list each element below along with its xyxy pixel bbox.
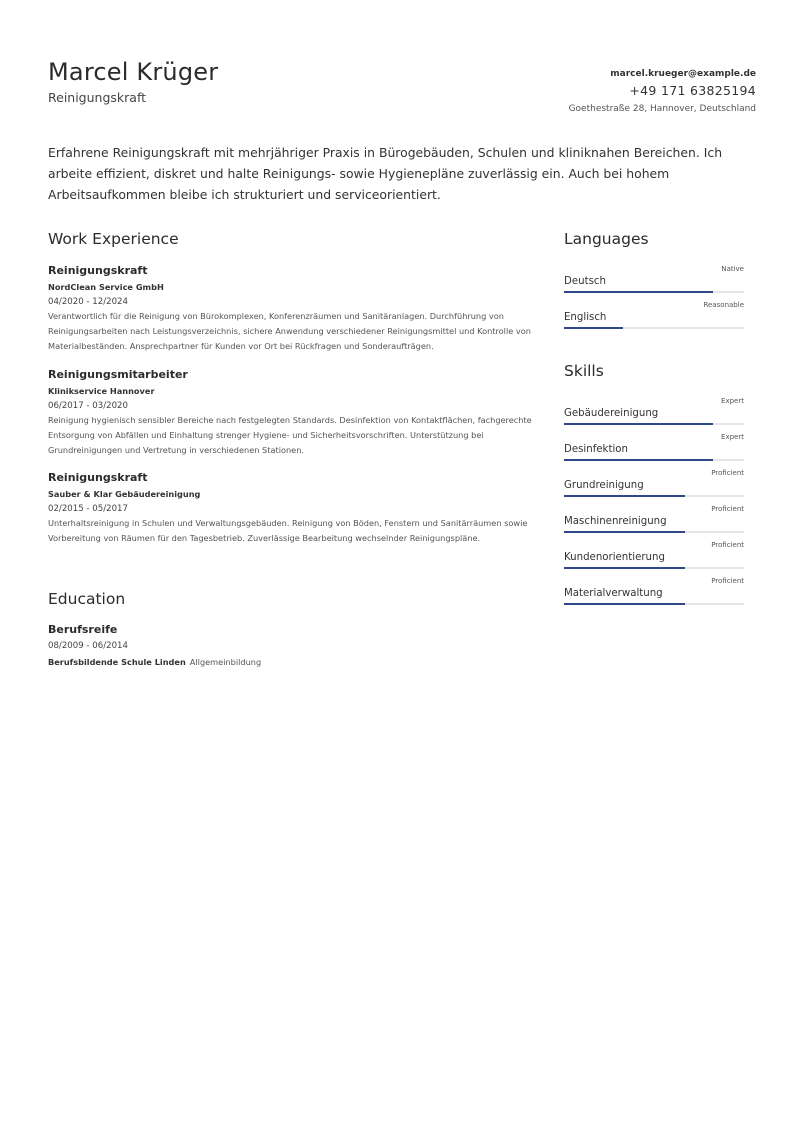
skill-item [564, 433, 744, 461]
education-field: Allgemeinbildung [189, 657, 262, 667]
language-name: Englisch [564, 312, 607, 323]
profile-summary: Erfahrene Reinigungskraft mit mehrjähriger Praxis in Bürogebäuden, Schulen und kliniknahen Bereichen. Ich arbeite effizient, diskret und halte Reinigungs- sowie Hygienepläne zuverlässig ein. Auch bei hohem Arbeitsaufkommen bleibe ich strukturiert und serviceorientiert. [48, 145, 723, 202]
language-level-track [564, 327, 744, 329]
contact-block [569, 67, 756, 117]
contact-email[interactable]: marcel.krueger@example.de [610, 69, 756, 79]
candidate-name: Marcel Krüger [48, 58, 219, 86]
language-level-track [564, 291, 744, 293]
skill-level: Expert [721, 433, 744, 441]
education-entry [48, 622, 538, 670]
skill-level-track [564, 531, 744, 533]
skill-level-track [564, 603, 744, 605]
skill-item [564, 505, 744, 533]
job-title: Reinigungskraft [48, 471, 148, 484]
skill-level-bar [564, 567, 685, 569]
skill-level-bar [564, 603, 685, 605]
skill-level-track [564, 495, 744, 497]
language-level: Native [721, 265, 744, 273]
contact-address: Goethestraße 28, Hannover, Deutschland [568, 104, 756, 114]
skill-level-bar [564, 459, 713, 461]
skill-item [564, 397, 744, 425]
skill-level: Proficient [711, 541, 744, 549]
job-title: Reinigungsmitarbeiter [48, 368, 188, 381]
job-description: Unterhaltsreinigung in Schulen und Verwaltungsgebäuden. Reinigung von Böden, Fenstern und Sanitärräumen sowie Vorbereitung von Räumen für den Tagesbetrieb. Zuverlässige Bearbeitung wechselnder Reinigungspläne. [48, 518, 528, 544]
skill-level-track [564, 567, 744, 569]
language-level-bar [564, 291, 713, 293]
job-company: NordClean Service GmbH [48, 282, 164, 292]
skill-name: Materialverwaltung [564, 588, 663, 599]
job-company: Klinikservice Hannover [48, 386, 155, 396]
skill-level-bar [564, 423, 713, 425]
education-heading: Education [48, 590, 126, 608]
skill-name: Maschinenreinigung [564, 516, 667, 527]
job-entry [48, 367, 538, 459]
skill-level: Proficient [711, 469, 744, 477]
languages-heading: Languages [564, 230, 649, 248]
skill-item [564, 577, 744, 605]
job-dates: 06/2017 - 03/2020 [48, 401, 128, 411]
job-description: Verantwortlich für die Reinigung von Bürokomplexen, Konferenzräumen und Sanitäranlagen. Durchführung von Reinigungsarbeiten nach Leistungsverzeichnis, sichere Anwendung verschiedener Reinigungsmittel und Kontrolle von Materialbeständen. Ansprechpartner für Kunden vor Ort bei Rückfragen und Sonderaufträgen. [48, 311, 531, 352]
contact-phone[interactable]: +49 171 63825194 [629, 83, 756, 98]
job-description: Reinigung hygienisch sensibler Bereiche nach festgelegten Standards. Desinfektion von Kontaktflächen, fachgerechte Entsorgung von Abfällen und Einhaltung strenger Hygiene- und Sicherheitsvorschriften. Unterstützung bei Grundreinigungen und Vertretung in verschiedenen Stationen. [48, 415, 532, 456]
candidate-role: Reinigungskraft [48, 90, 147, 105]
job-company: Sauber & Klar Gebäudereinigung [48, 489, 201, 499]
job-dates: 04/2020 - 12/2024 [48, 297, 128, 307]
skill-level-track [564, 459, 744, 461]
job-title: Reinigungskraft [48, 264, 148, 277]
skill-level: Proficient [711, 505, 744, 513]
language-name: Deutsch [564, 276, 606, 287]
skill-level-bar [564, 531, 685, 533]
skills-heading: Skills [564, 362, 604, 380]
language-item [564, 265, 744, 293]
skill-item [564, 541, 744, 569]
education-institution-line [48, 655, 538, 670]
skill-level-track [564, 423, 744, 425]
skill-name: Kundenorientierung [564, 552, 665, 563]
skill-level: Expert [721, 397, 744, 405]
job-dates: 02/2015 - 05/2017 [48, 504, 128, 514]
education-dates: 08/2009 - 06/2014 [48, 641, 128, 651]
skill-name: Desinfektion [564, 444, 628, 455]
skill-level-bar [564, 495, 685, 497]
job-entry [48, 263, 538, 355]
job-entry [48, 470, 538, 546]
skill-level: Proficient [711, 577, 744, 585]
skill-name: Gebäudereinigung [564, 408, 659, 419]
language-item [564, 301, 744, 329]
language-level: Reasonable [703, 301, 744, 309]
language-level-bar [564, 327, 623, 329]
work-experience-heading: Work Experience [48, 230, 179, 248]
skill-name: Grundreinigung [564, 480, 644, 491]
education-degree: Berufsreife [48, 623, 118, 636]
skill-item [564, 469, 744, 497]
education-school: Berufsbildende Schule Linden [48, 657, 186, 667]
